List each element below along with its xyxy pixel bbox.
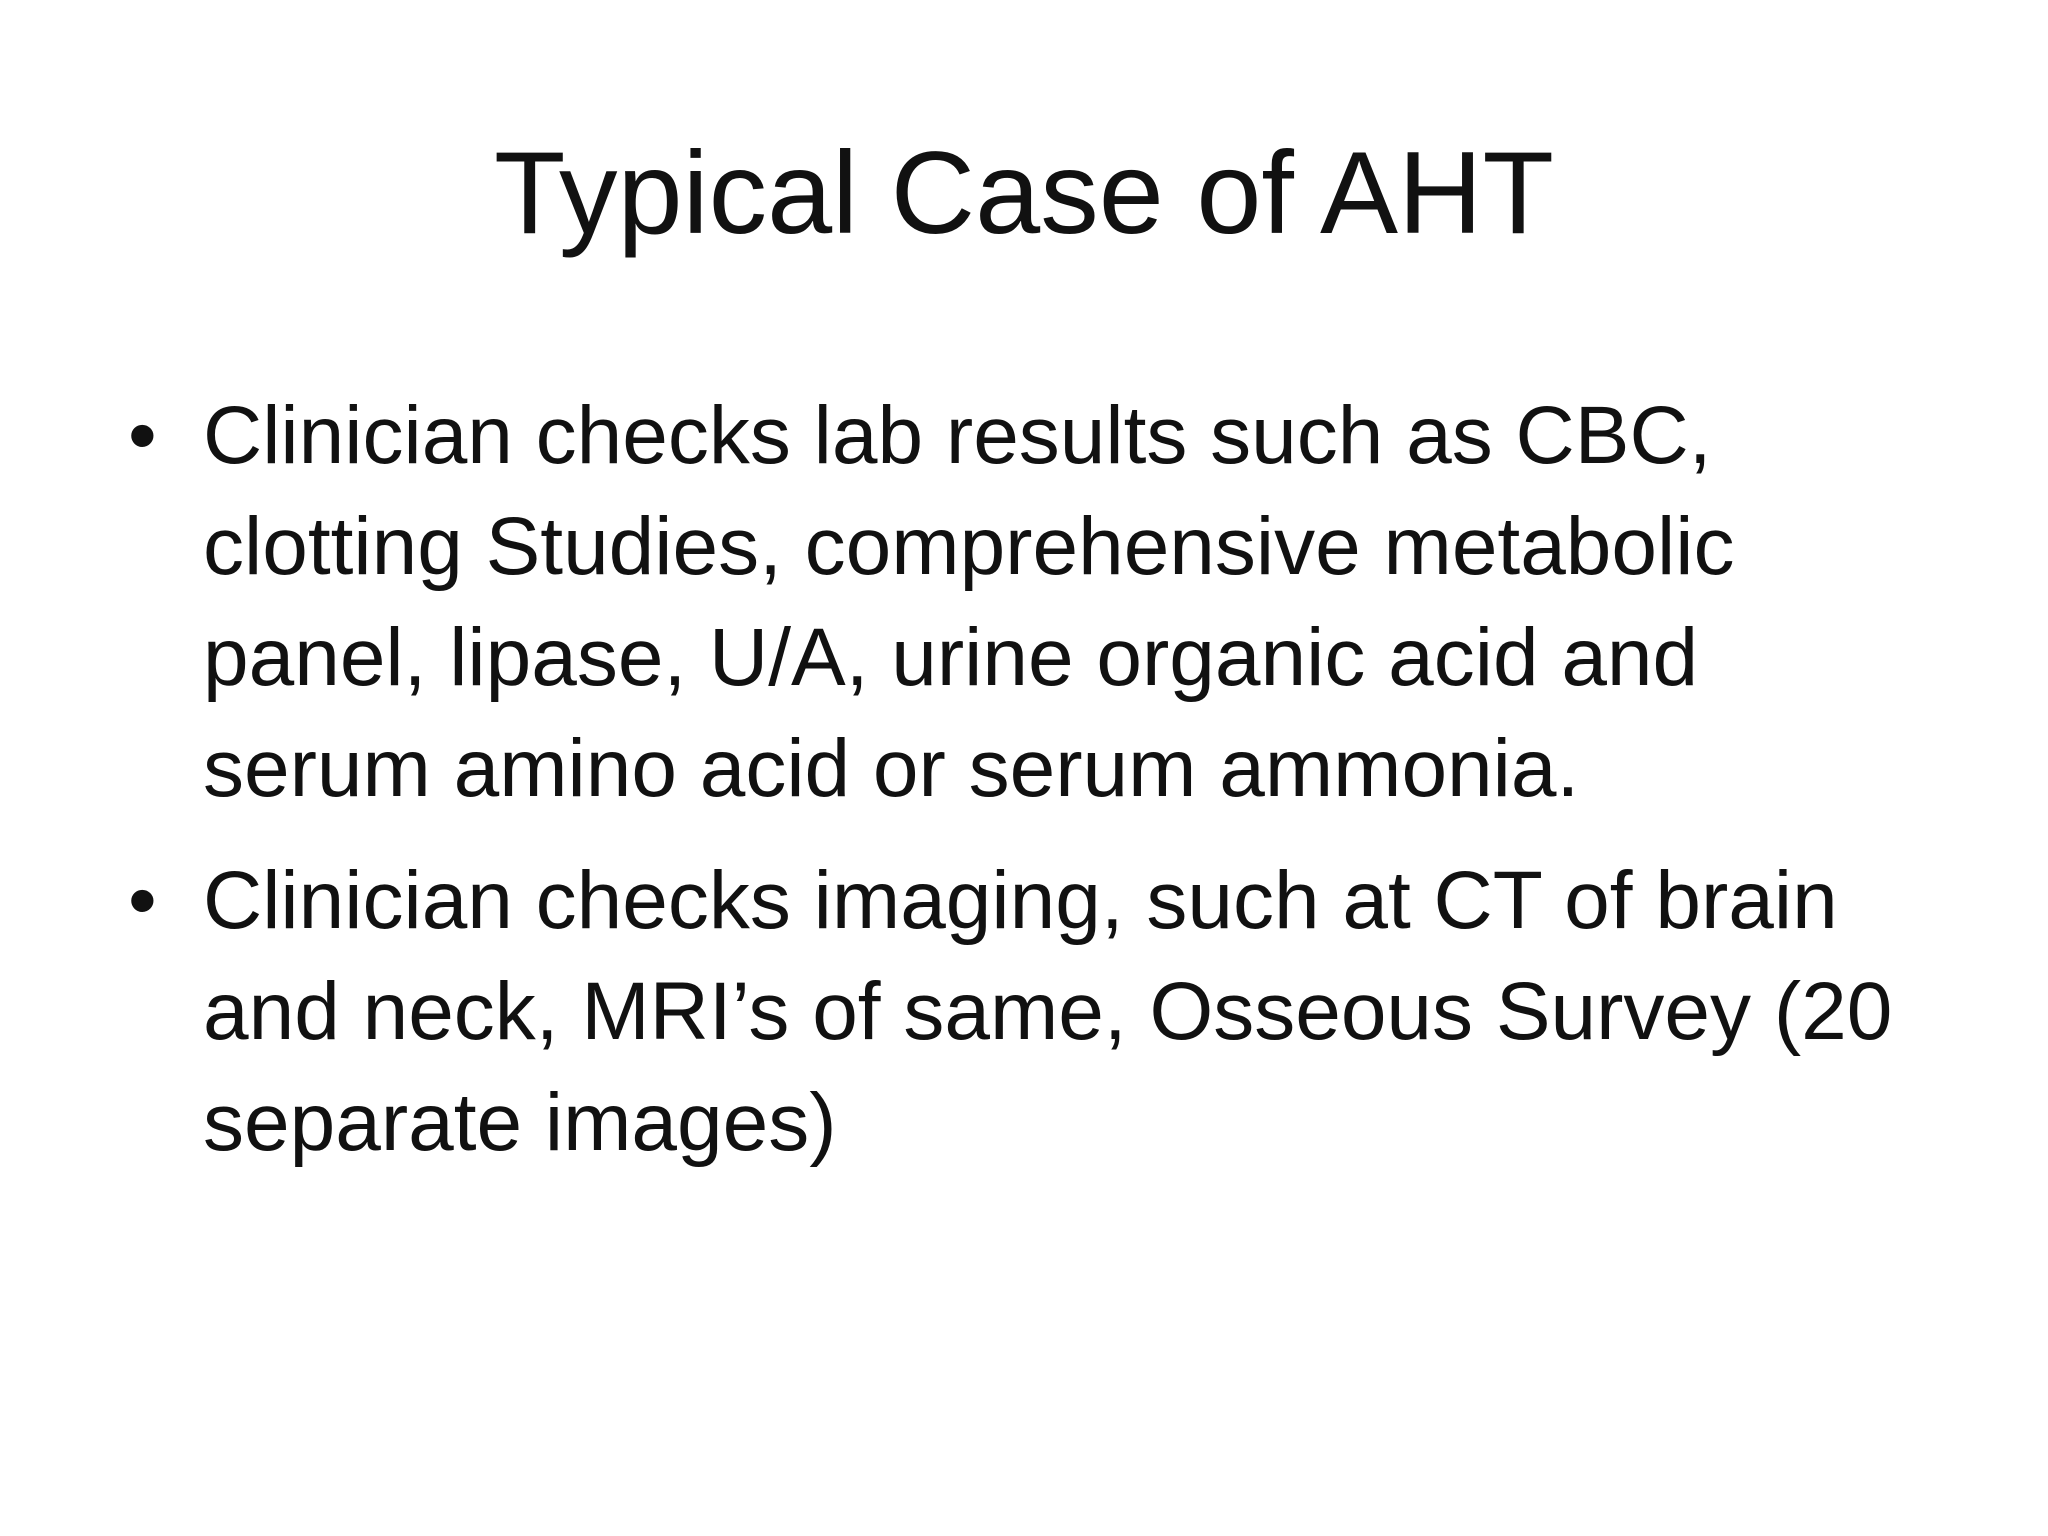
bullet-list [128, 380, 1948, 1199]
bullet-line: separate images) [203, 1077, 837, 1168]
bullet-line: panel, lipase, U/A, urine organic acid and [203, 612, 1699, 703]
bullet-line: Clinician checks imaging, such at CT of brain [203, 855, 1838, 946]
bullet-item-lab-results [128, 380, 1948, 824]
bullet-item-imaging [128, 845, 1948, 1178]
bullet-line: serum amino acid or serum ammonia. [203, 723, 1580, 814]
bullet-marker: • [128, 390, 157, 481]
bullet-line: clotting Studies, comprehensive metabolic [203, 501, 1735, 592]
bullet-marker: • [128, 855, 157, 946]
slide-title: Typical Case of AHT [494, 127, 1554, 258]
bullet-line: and neck, MRI’s of same, Osseous Survey (20 [203, 966, 1893, 1057]
bullet-line: Clinician checks lab results such as CBC, [203, 390, 1712, 481]
